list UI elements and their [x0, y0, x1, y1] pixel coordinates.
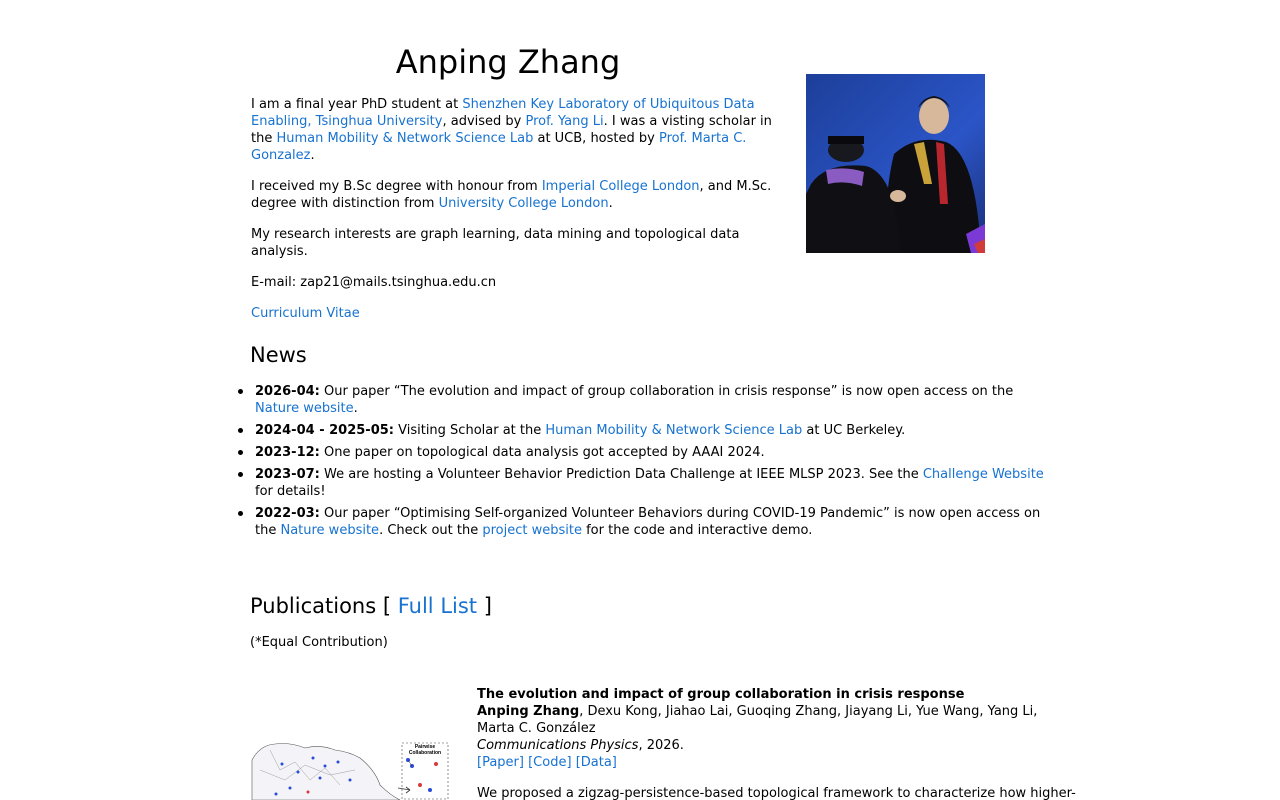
news-text: for details! — [255, 484, 326, 499]
advisor-link[interactable]: Prof. Yang Li — [525, 114, 604, 129]
news-text: Our paper “The evolution and impact of group collaboration in crisis response” is now open access on the — [319, 384, 1014, 399]
news-text: . Check out the — [379, 523, 483, 538]
news-heading: News — [250, 343, 307, 367]
nature-website-link[interactable]: Nature website — [255, 401, 354, 416]
news-text: at UC Berkeley. — [802, 423, 906, 438]
cv-paragraph — [251, 305, 773, 322]
bio-text: I received my B.Sc degree with honour from — [251, 179, 542, 194]
page-title: Anping Zhang — [395, 43, 621, 81]
paper-other-authors: , Dexu Kong, Jiahao Lai, Guoqing Zhang, Jiayang Li, Yue Wang, Yang Li, Marta C. González — [477, 704, 1038, 736]
paper-figure-thumbnail[interactable] — [250, 740, 450, 800]
news-text: Our paper “Optimising Self-organized Volunteer Behaviors during COVID-19 Pandemic” is now open access on the — [255, 506, 1041, 538]
bio-text: . — [310, 148, 315, 163]
humnet-lab-link[interactable]: Human Mobility & Network Science Lab — [276, 131, 534, 146]
news-item — [255, 383, 1045, 417]
news-item — [255, 505, 1045, 539]
news-date: 2023-12: — [255, 445, 320, 460]
publications-heading — [250, 593, 492, 619]
challenge-website-link[interactable]: Challenge Website — [922, 467, 1044, 482]
paper-authors — [477, 703, 1047, 737]
news-item — [255, 466, 1045, 500]
news-text: for the code and interactive demo. — [581, 523, 813, 538]
news-text: One paper on topological data analysis got accepted by AAAI 2024. — [319, 445, 765, 460]
imperial-link[interactable]: Imperial College London — [541, 179, 700, 194]
news-text: Visiting Scholar at the — [393, 423, 546, 438]
code-link[interactable]: [Code] — [528, 755, 572, 770]
bio-paragraph-1 — [251, 96, 773, 164]
publication-entry — [477, 686, 1076, 800]
ucl-link[interactable]: University College London — [438, 196, 609, 211]
figure-label-collaboration: Collaboration — [408, 750, 442, 756]
bio-paragraph-2 — [251, 178, 773, 212]
profile-photo — [806, 74, 985, 253]
bio-text: , advised by — [442, 114, 526, 129]
research-interests: My research interests are graph learning, data mining and topological data analysis. — [251, 227, 740, 259]
paper-abstract: We proposed a zigzag-persistence-based topological framework to characterize how higher- — [477, 786, 1076, 800]
news-date: 2022-03: — [255, 506, 320, 521]
host-link[interactable]: Prof. Marta C. Gonzalez — [251, 131, 747, 163]
publications-title: Publications [ — [250, 594, 398, 618]
bio-text: I am a final year PhD student at — [251, 97, 463, 112]
publications-bracket: ] — [477, 594, 492, 618]
bio-text: at UCB, hosted by — [533, 131, 659, 146]
news-list — [255, 383, 1045, 544]
paper-link[interactable]: [Paper] — [477, 755, 524, 770]
bio-text: . — [608, 196, 613, 211]
news-date: 2023-07: — [255, 467, 320, 482]
news-item — [255, 422, 1045, 439]
news-text: We are hosting a Volunteer Behavior Prediction Data Challenge at IEEE MLSP 2023. See the — [319, 467, 923, 482]
profile-photo-image — [806, 74, 985, 253]
paper-figure-image — [250, 740, 450, 800]
bio-text: , and M.Sc. degree with distinction from — [251, 179, 772, 211]
bio-section — [251, 96, 773, 336]
paper-year: , 2026. — [638, 738, 684, 753]
email: E-mail: zap21@mails.tsinghua.edu.cn — [251, 275, 497, 290]
news-text: . — [353, 401, 358, 416]
paper-venue-line — [477, 737, 1047, 754]
full-list-link[interactable]: Full List — [397, 594, 478, 618]
figure-label-pairwise: Pairwise — [414, 744, 436, 750]
tsinghua-lab-link[interactable]: Shenzhen Key Laboratory of Ubiquitous Data Enabling, Tsinghua University — [251, 97, 755, 129]
paper-title: The evolution and impact of group collaboration in crisis response — [477, 687, 965, 702]
project-website-link[interactable]: project website — [482, 523, 582, 538]
news-date: 2026-04: — [255, 384, 320, 399]
paper-first-author: Anping Zhang — [477, 704, 580, 719]
cv-link[interactable]: Curriculum Vitae — [251, 306, 360, 321]
news-date: 2024-04 - 2025-05: — [255, 423, 394, 438]
paper-links — [477, 754, 1047, 771]
paper-venue: Communications Physics — [477, 738, 639, 753]
bio-text: . I was a visting scholar in the — [251, 114, 772, 146]
equal-contribution-note: (*Equal Contribution) — [250, 635, 388, 650]
data-link[interactable]: [Data] — [575, 755, 617, 770]
humnet-lab-link[interactable]: Human Mobility & Network Science Lab — [545, 423, 803, 438]
nature-website-link[interactable]: Nature website — [280, 523, 380, 538]
news-item — [255, 444, 1045, 461]
